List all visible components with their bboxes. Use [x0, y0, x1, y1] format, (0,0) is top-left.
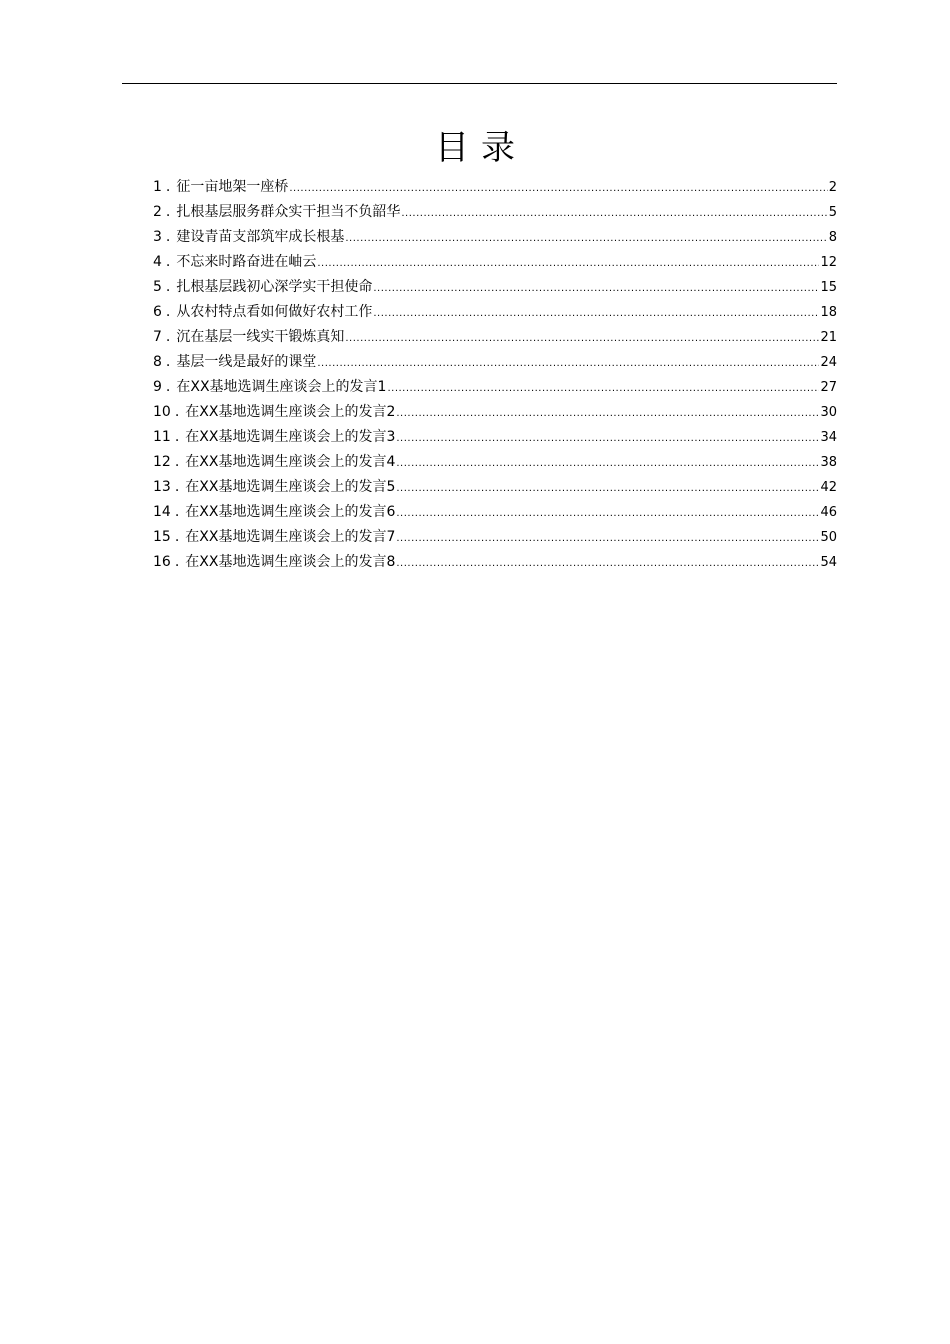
entry-title: 在XX基地选调生座谈会上的发言7: [185, 529, 396, 545]
entry-page-number: 54: [820, 555, 837, 570]
toc-entry[interactable]: [153, 300, 837, 325]
toc-entry[interactable]: [153, 450, 837, 475]
entry-title: 征一亩地架一座桥: [176, 179, 289, 195]
entry-separator: .: [174, 479, 180, 495]
entry-page-number: 15: [820, 280, 837, 295]
entry-separator: .: [165, 304, 171, 320]
entry-separator: .: [165, 179, 171, 195]
entry-title: 在XX基地选调生座谈会上的发言1: [176, 379, 387, 395]
entry-separator: .: [174, 504, 180, 520]
toc-entry[interactable]: [153, 550, 837, 575]
dot-leader: [401, 201, 827, 226]
entry-page-number: 18: [820, 305, 837, 320]
dot-leader: [396, 451, 819, 476]
entry-number: 9: [153, 379, 162, 395]
dot-leader: [396, 501, 819, 526]
entry-separator: .: [165, 354, 171, 370]
entry-page-number: 38: [820, 455, 837, 470]
entry-title: 在XX基地选调生座谈会上的发言6: [185, 504, 396, 520]
entry-separator: .: [165, 279, 171, 295]
entry-page-number: 34: [820, 430, 837, 445]
entry-separator: .: [174, 529, 180, 545]
entry-page-number: 42: [820, 480, 837, 495]
entry-separator: .: [165, 254, 171, 270]
entry-number: 8: [153, 354, 162, 370]
dot-leader: [387, 376, 819, 401]
toc-entry[interactable]: [153, 175, 837, 200]
entry-title: 扎根基层践初心深学实干担使命: [176, 279, 373, 295]
dot-leader: [396, 526, 819, 551]
entry-separator: .: [174, 454, 180, 470]
dot-leader: [396, 551, 819, 576]
entry-number: 14: [153, 504, 171, 520]
entry-separator: .: [165, 204, 171, 220]
entry-number: 6: [153, 304, 162, 320]
entry-number: 2: [153, 204, 162, 220]
entry-page-number: 8: [828, 230, 837, 245]
entry-title: 在XX基地选调生座谈会上的发言4: [185, 454, 396, 470]
entry-number: 11: [153, 429, 171, 445]
entry-number: 12: [153, 454, 171, 470]
dot-leader: [345, 326, 819, 351]
toc-entry[interactable]: [153, 500, 837, 525]
dot-leader: [373, 276, 819, 301]
entry-page-number: 12: [820, 255, 837, 270]
toc-title: 目录: [435, 128, 527, 168]
entry-title: 在XX基地选调生座谈会上的发言8: [185, 554, 396, 570]
toc-entry[interactable]: [153, 350, 837, 375]
entry-title: 扎根基层服务群众实干担当不负韶华: [176, 204, 401, 220]
entry-page-number: 27: [820, 380, 837, 395]
dot-leader: [289, 176, 827, 201]
entry-title: 建设青苗支部筑牢成长根基: [176, 229, 345, 245]
entry-title: 在XX基地选调生座谈会上的发言5: [185, 479, 396, 495]
entry-title: 在XX基地选调生座谈会上的发言3: [185, 429, 396, 445]
entry-page-number: 30: [820, 405, 837, 420]
entry-page-number: 46: [820, 505, 837, 520]
entry-title: 沉在基层一线实干锻炼真知: [176, 329, 345, 345]
entry-separator: .: [174, 404, 180, 420]
dot-leader: [317, 251, 819, 276]
toc-entry[interactable]: [153, 425, 837, 450]
entry-page-number: 5: [828, 205, 837, 220]
toc-entry[interactable]: [153, 400, 837, 425]
toc-entry[interactable]: [153, 475, 837, 500]
entry-separator: .: [174, 554, 180, 570]
entry-number: 5: [153, 279, 162, 295]
entry-number: 7: [153, 329, 162, 345]
entry-title: 不忘来时路奋进在岫云: [176, 254, 317, 270]
entry-separator: .: [165, 379, 171, 395]
entry-page-number: 24: [820, 355, 837, 370]
entry-page-number: 2: [828, 180, 837, 195]
entry-number: 15: [153, 529, 171, 545]
entry-number: 13: [153, 479, 171, 495]
toc-entry[interactable]: [153, 275, 837, 300]
entry-page-number: 50: [820, 530, 837, 545]
entry-page-number: 21: [820, 330, 837, 345]
entry-number: 3: [153, 229, 162, 245]
dot-leader: [373, 301, 819, 326]
toc-entry[interactable]: [153, 375, 837, 400]
toc-entry[interactable]: [153, 250, 837, 275]
entry-number: 16: [153, 554, 171, 570]
entry-number: 1: [153, 179, 162, 195]
header-rule: [122, 83, 837, 84]
entry-separator: .: [165, 329, 171, 345]
entry-title: 从农村特点看如何做好农村工作: [176, 304, 373, 320]
toc-entry[interactable]: [153, 225, 837, 250]
dot-leader: [396, 426, 819, 451]
entry-title: 在XX基地选调生座谈会上的发言2: [185, 404, 396, 420]
toc-entry[interactable]: [153, 200, 837, 225]
entry-number: 4: [153, 254, 162, 270]
entry-number: 10: [153, 404, 171, 420]
dot-leader: [396, 476, 819, 501]
entry-title: 基层一线是最好的课堂: [176, 354, 317, 370]
toc-list: [153, 175, 837, 575]
toc-entry[interactable]: [153, 325, 837, 350]
entry-separator: .: [165, 229, 171, 245]
dot-leader: [345, 226, 827, 251]
dot-leader: [396, 401, 819, 426]
dot-leader: [317, 351, 819, 376]
entry-separator: .: [174, 429, 180, 445]
toc-entry[interactable]: [153, 525, 837, 550]
